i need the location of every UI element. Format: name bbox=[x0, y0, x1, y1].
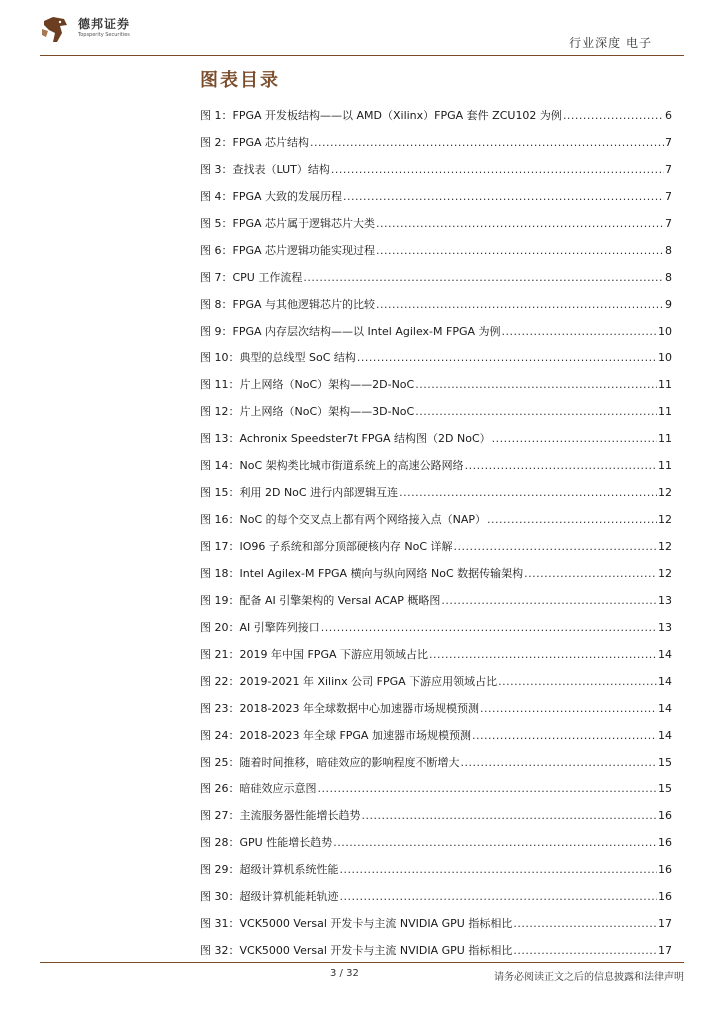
toc-entry[interactable] bbox=[200, 136, 672, 163]
toc-dot-leader bbox=[492, 432, 657, 446]
toc-entry[interactable] bbox=[200, 782, 672, 809]
toc-entry[interactable] bbox=[200, 756, 672, 783]
header-divider bbox=[40, 55, 684, 56]
toc-dot-leader bbox=[340, 890, 658, 904]
toc-dot-leader bbox=[362, 809, 658, 823]
toc-entry[interactable] bbox=[200, 675, 672, 702]
toc-entry-page[interactable]: 17 bbox=[658, 917, 672, 931]
toc-dot-leader bbox=[429, 648, 657, 662]
toc-dot-leader bbox=[524, 567, 657, 581]
toc-entry-label[interactable]: 图 24：2018-2023 年全球 FPGA 加速器市场规模预测 bbox=[200, 728, 471, 742]
toc-entry[interactable] bbox=[200, 513, 672, 540]
toc-entry-label[interactable]: 图 30：超级计算机能耗轨迹 bbox=[200, 890, 339, 904]
toc-entry[interactable] bbox=[200, 540, 672, 567]
toc-dot-leader bbox=[461, 756, 658, 770]
toc-entry[interactable] bbox=[200, 459, 672, 486]
toc-entry-label[interactable]: 图 2：FPGA 芯片结构 bbox=[200, 135, 310, 149]
toc-dot-leader bbox=[472, 729, 657, 743]
toc-entry-page[interactable]: 10 bbox=[658, 351, 672, 365]
toc-entry[interactable] bbox=[200, 432, 672, 459]
toc-dot-leader bbox=[487, 513, 657, 527]
toc-entry[interactable] bbox=[200, 109, 672, 136]
toc-entry-label[interactable]: 图 17：IO96 子系统和部分顶部硬核内存 NoC 详解 bbox=[200, 540, 453, 553]
toc-entry-page[interactable]: 11 bbox=[658, 459, 672, 473]
toc-entry-label[interactable]: 图 16：NoC 的每个交叉点上都有两个网络接入点（NAP） bbox=[200, 513, 487, 527]
toc-dot-leader bbox=[513, 944, 657, 958]
toc-entry-page[interactable]: 16 bbox=[658, 836, 672, 850]
toc-entry-page[interactable]: 16 bbox=[658, 809, 672, 823]
toc-entry-label[interactable]: 图 23：2018-2023 年全球数据中心加速器市场规模预测 bbox=[200, 701, 479, 715]
toc-entry-label[interactable]: 图 14：NoC 架构类比城市街道系统上的高速公路网络 bbox=[200, 459, 464, 473]
toc-dot-leader bbox=[399, 486, 657, 500]
page-indicator: 3 / 32 bbox=[330, 968, 359, 979]
toc-dot-leader bbox=[357, 351, 657, 365]
toc-entry-label[interactable]: 图 27：主流服务器性能增长趋势 bbox=[200, 809, 361, 823]
brand-name-cn: 德邦证券 bbox=[78, 17, 131, 31]
toc-entry-label[interactable]: 图 31：VCK5000 Versal 开发卡与主流 NVIDIA GPU 指标相比 bbox=[200, 917, 513, 931]
toc-entry-label[interactable]: 图 1：FPGA 开发板结构——以 AMD（Xilinx）FPGA 套件 ZCU102 为例 bbox=[200, 109, 562, 122]
toc-dot-leader bbox=[376, 217, 664, 231]
brand-logo-icon bbox=[40, 15, 70, 45]
toc-entry-page[interactable]: 11 bbox=[658, 405, 672, 419]
toc-entry-page[interactable]: 14 bbox=[658, 647, 672, 661]
toc-entry[interactable] bbox=[200, 567, 672, 594]
toc-dot-leader bbox=[376, 244, 664, 258]
toc-entry-page[interactable]: 13 bbox=[658, 620, 672, 634]
toc-entry-page[interactable]: 12 bbox=[658, 513, 672, 527]
toc-entry-page[interactable]: 7 bbox=[665, 135, 672, 149]
toc-entry[interactable] bbox=[200, 944, 672, 971]
toc-entry[interactable] bbox=[200, 836, 672, 863]
toc-entry-page[interactable]: 12 bbox=[658, 566, 672, 580]
toc-dot-leader bbox=[465, 459, 657, 473]
toc-entry[interactable] bbox=[200, 190, 672, 217]
toc-dot-leader bbox=[333, 836, 657, 850]
toc-entry-page[interactable]: 9 bbox=[665, 297, 672, 311]
toc-entry[interactable] bbox=[200, 729, 672, 756]
toc-entry-page[interactable]: 8 bbox=[665, 270, 672, 284]
toc-dot-leader bbox=[318, 782, 658, 796]
toc-entry[interactable] bbox=[200, 648, 672, 675]
toc-entry-label[interactable]: 图 32：VCK5000 Versal 开发卡与主流 NVIDIA GPU 指标相比 bbox=[200, 944, 513, 958]
toc-dot-leader bbox=[498, 675, 657, 689]
toc-entry-label[interactable]: 图 15：利用 2D NoC 进行内部逻辑互连 bbox=[200, 486, 399, 500]
toc-entry[interactable] bbox=[200, 890, 672, 917]
brand-name-en: Topsperity Securities bbox=[78, 32, 130, 38]
toc-entry-label[interactable]: 图 5：FPGA 芯片属于逻辑芯片大类 bbox=[200, 216, 376, 230]
toc-entry-label[interactable]: 图 7：CPU 工作流程 bbox=[200, 270, 303, 284]
toc-entry[interactable] bbox=[200, 594, 672, 621]
toc-entry-label[interactable]: 图 9：FPGA 内存层次结构——以 Intel Agilex-M FPGA 为例 bbox=[200, 324, 501, 338]
toc-entry-page[interactable]: 17 bbox=[658, 944, 672, 958]
toc-entry[interactable] bbox=[200, 405, 672, 432]
toc-entry-page[interactable]: 7 bbox=[665, 216, 672, 230]
toc-entry-page[interactable]: 14 bbox=[658, 674, 672, 688]
toc-entry-page[interactable]: 11 bbox=[658, 432, 672, 446]
toc-entry[interactable] bbox=[200, 917, 672, 944]
toc-entry-page[interactable]: 12 bbox=[658, 540, 672, 553]
toc-entry-label[interactable]: 图 19：配备 AI 引擎架构的 Versal ACAP 概略图 bbox=[200, 593, 441, 607]
toc-entry-page[interactable]: 15 bbox=[658, 782, 672, 796]
toc-entry[interactable] bbox=[200, 271, 672, 298]
toc-entry-label[interactable]: 图 26：暗硅效应示意图 bbox=[200, 782, 317, 796]
toc-entry[interactable] bbox=[200, 621, 672, 648]
toc-entry-label[interactable]: 图 22：2019-2021 年 Xilinx 公司 FPGA 下游应用领域占比 bbox=[200, 674, 498, 688]
toc-entry-label[interactable]: 图 6：FPGA 芯片逻辑功能实现过程 bbox=[200, 243, 376, 257]
toc-dot-leader bbox=[480, 702, 657, 716]
toc-dot-leader bbox=[502, 325, 657, 339]
toc-entry-label[interactable]: 图 12：片上网络（NoC）架构——3D-NoC bbox=[200, 405, 415, 419]
footer-divider bbox=[40, 962, 684, 963]
toc-entry-page[interactable]: 7 bbox=[665, 189, 672, 203]
toc-dot-leader bbox=[321, 621, 657, 635]
toc-dot-leader bbox=[563, 109, 664, 123]
toc-entry-page[interactable]: 7 bbox=[665, 162, 672, 176]
toc-entry[interactable] bbox=[200, 702, 672, 729]
toc-entry-label[interactable]: 图 21：2019 年中国 FPGA 下游应用领域占比 bbox=[200, 647, 428, 661]
toc-entry-label[interactable]: 图 13：Achronix Speedster7t FPGA 结构图（2D NoC） bbox=[200, 432, 491, 446]
toc-dot-leader bbox=[415, 378, 657, 392]
toc-dot-leader bbox=[441, 594, 657, 608]
toc-dot-leader bbox=[303, 271, 664, 285]
legal-disclaimer: 请务必阅读正文之后的信息披露和法律声明 bbox=[494, 972, 684, 983]
toc-entry-page[interactable]: 16 bbox=[658, 863, 672, 877]
toc-entry[interactable] bbox=[200, 217, 672, 244]
toc-entry[interactable] bbox=[200, 486, 672, 513]
toc-entry-label[interactable]: 图 11：片上网络（NoC）架构——2D-NoC bbox=[200, 378, 415, 392]
toc-dot-leader bbox=[454, 540, 657, 554]
figure-toc-list bbox=[200, 109, 672, 971]
report-category: 行业深度 电子 bbox=[569, 36, 652, 50]
toc-entry-label[interactable]: 图 20：AI 引擎阵列接口 bbox=[200, 620, 320, 634]
toc-dot-leader bbox=[331, 163, 664, 177]
toc-entry-label[interactable]: 图 8：FPGA 与其他逻辑芯片的比较 bbox=[200, 297, 376, 311]
toc-entry-page[interactable]: 16 bbox=[658, 890, 672, 904]
toc-dot-leader bbox=[310, 136, 664, 150]
toc-entry[interactable] bbox=[200, 378, 672, 405]
toc-entry-label[interactable]: 图 29：超级计算机系统性能 bbox=[200, 863, 339, 877]
toc-dot-leader bbox=[415, 405, 657, 419]
toc-entry[interactable] bbox=[200, 244, 672, 271]
toc-entry-label[interactable]: 图 18：Intel Agilex-M FPGA 横向与纵向网络 NoC 数据传输架构 bbox=[200, 566, 524, 580]
section-title: 图表目录 bbox=[200, 70, 280, 91]
toc-entry-label[interactable]: 图 3：查找表（LUT）结构 bbox=[200, 162, 330, 176]
toc-dot-leader bbox=[340, 863, 658, 877]
toc-entry[interactable] bbox=[200, 351, 672, 378]
toc-dot-leader bbox=[513, 917, 657, 931]
toc-entry-label[interactable]: 图 25：随着时间推移，暗硅效应的影响程度不断增大 bbox=[200, 755, 460, 769]
toc-entry-label[interactable]: 图 4：FPGA 大致的发展历程 bbox=[200, 189, 343, 203]
toc-dot-leader bbox=[376, 298, 664, 312]
toc-entry[interactable] bbox=[200, 325, 672, 352]
brand bbox=[78, 17, 130, 39]
toc-entry-page[interactable]: 11 bbox=[658, 378, 672, 392]
toc-entry-page[interactable]: 13 bbox=[658, 593, 672, 607]
toc-entry-label[interactable]: 图 10：典型的总线型 SoC 结构 bbox=[200, 351, 356, 365]
toc-entry[interactable] bbox=[200, 298, 672, 325]
toc-entry-page[interactable]: 10 bbox=[658, 324, 672, 338]
toc-entry-page[interactable]: 14 bbox=[658, 728, 672, 742]
toc-entry[interactable] bbox=[200, 809, 672, 836]
toc-entry[interactable] bbox=[200, 863, 672, 890]
toc-entry-page[interactable]: 6 bbox=[665, 109, 672, 122]
toc-entry-page[interactable]: 12 bbox=[658, 486, 672, 500]
toc-entry-page[interactable]: 14 bbox=[658, 701, 672, 715]
toc-entry-label[interactable]: 图 28：GPU 性能增长趋势 bbox=[200, 836, 333, 850]
toc-dot-leader bbox=[343, 190, 664, 204]
toc-entry-page[interactable]: 15 bbox=[658, 755, 672, 769]
toc-entry-page[interactable]: 8 bbox=[665, 243, 672, 257]
toc-entry[interactable] bbox=[200, 163, 672, 190]
